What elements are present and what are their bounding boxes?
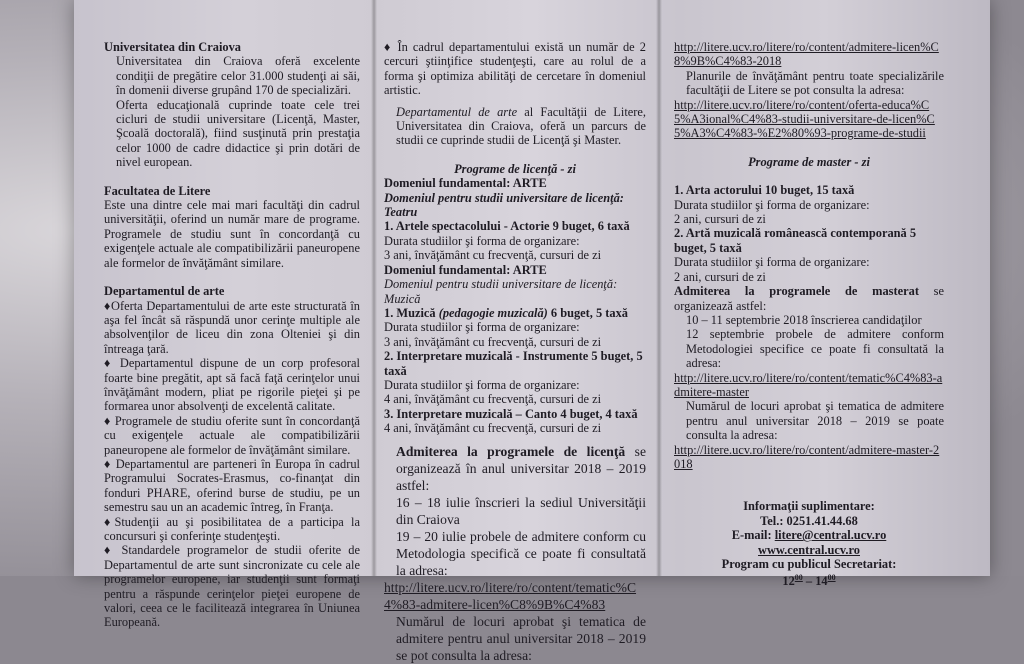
department-intro-rest: al Facultăţii de Litere, Universitatea din Craiova, oferă un parcurs de studii ce cuprinde studii de Licenţă şi Master.: [396, 104, 646, 148]
contact-email-address[interactable]: litere@central.ucv.ro: [774, 528, 887, 543]
department-bullet-2: ♦ Departamentul dispune de un corp profesoral foarte bine pregătit, apt să facă faţă cerinţelor unui învăţământ modern, pliat pe rigorile pieţei şi pe formarea unor absolvenţi de excelentă calitate.: [104, 356, 360, 414]
contact-email-label: E-mail:: [731, 528, 775, 543]
program-instruments: 2. Interpretare muzicală - Instrumente 5 buget, 5 taxă: [384, 349, 643, 378]
domain-arts-1: Domeniul fundamental: ARTE: [384, 176, 547, 191]
licence-admission-rest: se organizează în anul universitar 2018 – 2019 astfel:: [396, 443, 646, 493]
fold-line-left: [371, 0, 377, 576]
hours-end-minutes: 00: [827, 573, 836, 583]
master-admission-intro: [674, 284, 944, 313]
hours-start: 12: [782, 574, 795, 589]
licence-admission-date-1: 16 – 18 iulie înscrieri la sediul Universităţii din Craiova: [396, 494, 646, 527]
department-intro: [384, 105, 646, 148]
panel-middle: [384, 40, 646, 664]
fold-line-right: [656, 0, 662, 576]
program-instruments-duration-label: Durata studiilor şi forma de organizare:: [384, 377, 580, 392]
hours-start-minutes: 00: [794, 573, 803, 583]
secretariat-hours: [674, 571, 944, 589]
program-music-pedagogy: [384, 306, 646, 320]
program-canto: 3. Interpretare muzicală – Canto 4 buget, 4 taxă: [384, 406, 638, 421]
master-acting: 1. Arta actorului 10 buget, 15 taxă: [674, 183, 855, 198]
program-music-pedagogy-duration: 3 ani, învăţământ cu frecvenţă, cursuri de zi: [384, 334, 602, 349]
department-bullet-5: ♦Studenţii au şi posibilitatea de a participa la concursuri şi conferinţe studenţeşti.: [104, 514, 360, 543]
program-music-pedagogy-duration-label: Durata studiilor şi forma de organizare:: [384, 320, 580, 335]
faculty-heading: Facultatea de Litere: [104, 183, 211, 198]
circles-bullet: ♦ În cadrul departamentului există un număr de 2 cercuri ştiinţifice studenţeşti, care au rolul de a forma şi optimiza abilităţi de cercetare în domeniul artistic.: [384, 40, 646, 98]
department-intro-italic: Departamentul de arte: [396, 104, 518, 119]
contact-heading: Informaţii suplimentare:: [743, 499, 875, 514]
master-acting-duration-label: Durata studiilor şi forma de organizare:: [674, 197, 870, 212]
master-admission-rest: se organizează astfel:: [674, 284, 945, 313]
master-music: 2. Artă muzicală românească contemporană 5 buget, 5 taxă: [674, 226, 917, 255]
program-acting-duration: 3 ani, învăţământ cu frecvenţă, cursuri de zi: [384, 248, 602, 263]
department-bullet-1: ♦Oferta Departamentului de arte este structurată în aşa fel încât să răspundă unor cerinţe multiple ale absolvenţilor de liceu din zona Olteniei şi din întreaga ţară.: [104, 298, 360, 356]
panel-left: [104, 40, 360, 630]
faculty-paragraph: Este una dintre cele mai mari facultăţi din cadrul universităţii, oferind un număr mare de programe. Programele de studiu sunt în concordanţă cu exigenţele actuale ale compatibilizării paneuropene ale formelor de învăţământ similare.: [104, 198, 360, 270]
department-heading: Departamentul de arte: [104, 284, 225, 299]
university-heading: Universitatea din Craiova: [104, 40, 241, 54]
program-instruments-duration: 4 ani, învăţământ cu frecvenţă, cursuri de zi: [384, 392, 602, 407]
licence-programs-heading: Programe de licenţă - zi: [454, 161, 576, 176]
curriculum-text: Planurile de învăţământ pentru toate specializările facultăţii de Litere se pot consulta la adresa:: [686, 68, 944, 98]
master-music-duration-label: Durata studiilor şi forma de organizare:: [674, 255, 870, 270]
licence-admission-bold: Admiterea la programele de licenţă: [396, 443, 626, 459]
brochure: [74, 0, 990, 663]
domain-music: Domeniul pentru studii universitare de licenţă: Muzică: [384, 277, 618, 306]
hours-end: – 14: [802, 574, 828, 589]
contact-website[interactable]: www.central.ucv.ro: [758, 542, 860, 557]
university-paragraph-2: Oferta educaţională cuprinde toate cele trei cicluri de studii universitare (Licenţă, Master, Şcoală doctorală), fiind susţinută prin prestaţia celor 1000 de cadre didactice şi prin dotări de nivel european.: [116, 97, 360, 170]
master-programs-heading: Programe de master - zi: [748, 154, 870, 169]
department-bullet-4: ♦ Departamentul are parteneri în Europa în cadrul Programului Socrates-Erasmus, co-finanţat din fonduri PHARE, oferind burse de studiu, pe un semestru sau un an academic întreg, în Franţa.: [104, 456, 360, 515]
curriculum-link[interactable]: http://litere.ucv.ro/litere/ro/content/oferta-educa%C5%A3ional%C4%83-studii-universitare-de-licen%C5%A3%C4%83-%E2%80%93-programe-de-studii: [674, 97, 935, 141]
master-admission-date-1: 10 – 11 septembrie 2018 înscrierea candidaţilor: [686, 312, 922, 327]
domain-arts-2: Domeniul fundamental: ARTE: [384, 262, 547, 277]
licence-methodology-link[interactable]: http://litere.ucv.ro/litere/ro/content/tematic%C4%83-admitere-licen%C8%9B%C4%83: [384, 579, 637, 612]
master-admission-date-2: 12 septembrie probele de admitere conform Metodologiei specifice ce poate fi consultată la adresa:: [686, 327, 944, 371]
licence-places-link[interactable]: http://litere.ucv.ro/litere/ro/content/admitere-licen%C8%9B%C4%83-2018: [674, 40, 939, 69]
panel-right: [674, 40, 944, 589]
contact-email: [674, 528, 944, 542]
secretariat-program: Program cu publicul Secretariat:: [721, 557, 897, 571]
master-acting-duration: 2 ani, cursuri de zi: [674, 212, 766, 227]
master-music-duration: 2 ani, cursuri de zi: [674, 269, 766, 284]
university-paragraph-1: Universitatea din Craiova oferă excelente condiţii de pregătire celor 31.000 studenţi ai săi, în domenii diverse grupând 170 de specializări.: [116, 54, 360, 98]
program-acting-duration-label: Durata studiilor şi forma de organizare:: [384, 233, 580, 248]
program-acting: 1. Artele spectacolului - Actorie 9 buget, 6 taxă: [384, 219, 630, 234]
licence-admission-intro: [384, 443, 646, 494]
department-bullet-3: ♦ Programele de studiu oferite sunt în concordanţă cu exigenţele actuale ale compatibilizării paneuropene ale formelor de învăţământ similare.: [104, 413, 360, 457]
program-music-pedagogy-number: 1. Muzică: [384, 305, 439, 320]
program-canto-duration: 4 ani, învăţământ cu frecvenţă, cursuri de zi: [384, 421, 602, 436]
contact-phone: Tel.: 0251.41.44.68: [760, 513, 858, 528]
master-admission-bold: Admiterea la programele de masterat: [674, 284, 919, 299]
master-methodology-link[interactable]: http://litere.ucv.ro/litere/ro/content/tematic%C4%83-admitere-master: [674, 370, 943, 399]
licence-admission-date-2: 19 – 20 iulie probele de admitere conform cu Metodologia specifică ce poate fi consultată la adresa:: [396, 528, 646, 578]
master-places-text: Numărul de locuri aprobat şi tematica de admitere pentru anul universitar 2018 – 2019 se poate consulta la adresa:: [686, 399, 944, 443]
program-music-pedagogy-italic: (pedagogie muzicală): [438, 305, 548, 320]
domain-theatre: Domeniul pentru studii universitare de licenţă: Teatru: [384, 190, 624, 220]
licence-places-text: Numărul de locuri aprobat şi tematica de admitere pentru anul universitar 2018 – 2019 se pot consulta la adresa:: [396, 613, 646, 663]
department-bullet-6: ♦ Standardele programelor de studii oferite de Departamentul de arte sunt sincronizate cu cele ale programelor europene, iar studenţii sunt formaţi pentru a răspunde cerinţelor pieţei europene de valori, ceea ce le facilitează integrarea în Uniunea Europeană.: [104, 543, 360, 630]
program-music-pedagogy-places: 6 buget, 5 taxă: [547, 305, 629, 320]
master-places-link[interactable]: http://litere.ucv.ro/litere/ro/content/admitere-master-2018: [674, 442, 940, 471]
